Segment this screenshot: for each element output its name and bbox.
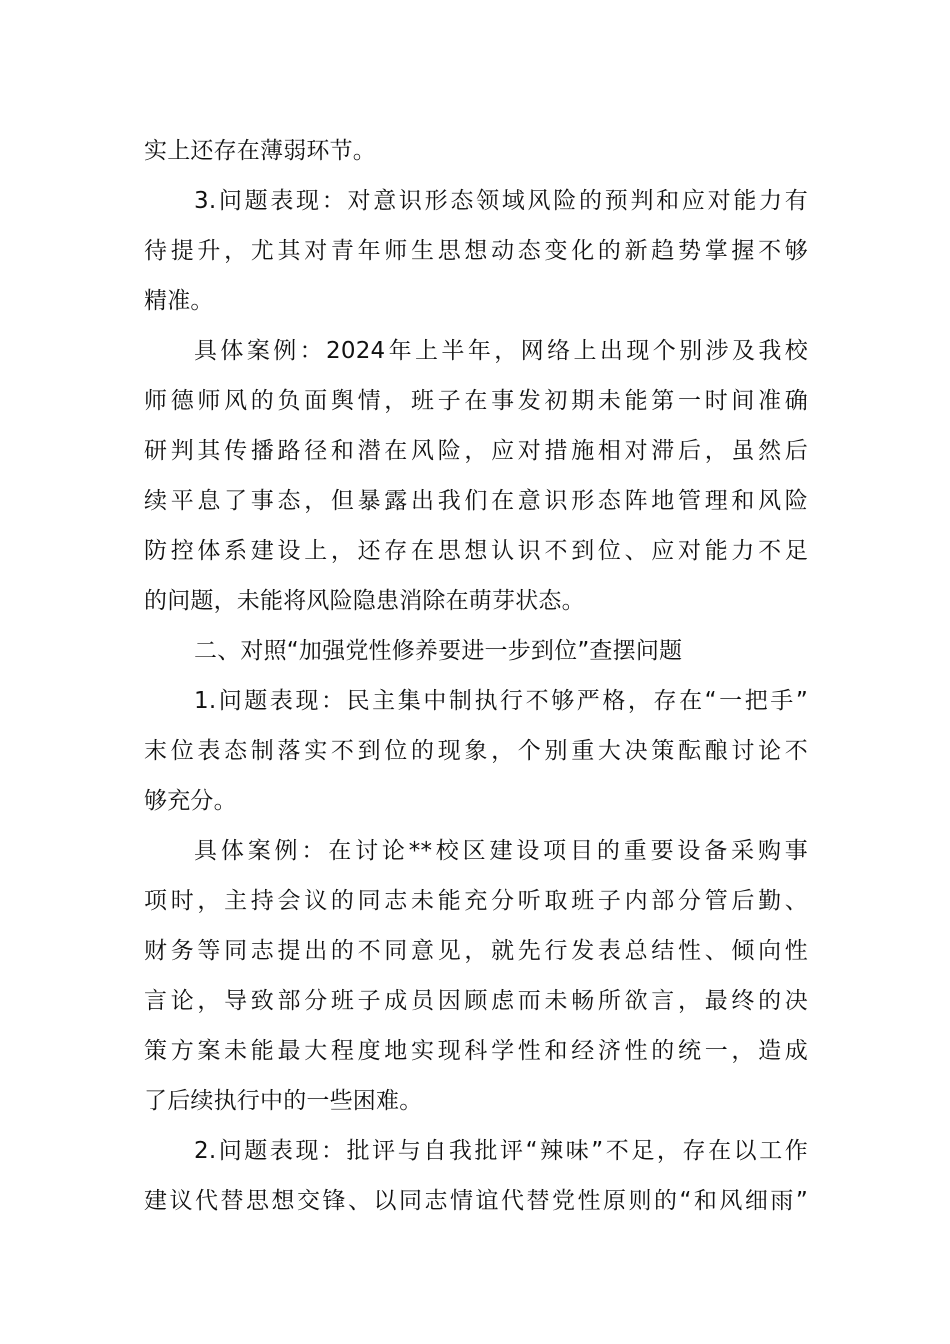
text-line: 策方案未能最大程度地实现科学性和经济性的统一，造成	[144, 1038, 808, 1064]
text-line: 实上还存在薄弱环节。	[144, 138, 376, 164]
text-line: 具体案例：2024年上半年，网络上出现个别涉及我校	[194, 338, 808, 364]
text-line: 建议代替思想交锋、以同志情谊代替党性原则的“和风细雨”	[144, 1188, 808, 1214]
text-line: 具体案例：在讨论**校区建设项目的重要设备采购事	[194, 838, 808, 864]
text-line: 了后续执行中的一些困难。	[144, 1088, 423, 1114]
text-line: 精准。	[144, 288, 214, 314]
text-line: 2.问题表现：批评与自我批评“辣味”不足，存在以工作	[194, 1138, 808, 1164]
text-line: 言论，导致部分班子成员因顾虑而未畅所欲言，最终的决	[144, 988, 808, 1014]
text-line: 师德师风的负面舆情，班子在事发初期未能第一时间准确	[144, 388, 808, 414]
document-body	[144, 126, 808, 1226]
text-line: 防控体系建设上，还存在思想认识不到位、应对能力不足	[144, 538, 808, 564]
text-line: 项时，主持会议的同志未能充分听取班子内部分管后勤、	[144, 888, 808, 914]
text-line: 续平息了事态，但暴露出我们在意识形态阵地管理和风险	[144, 488, 808, 514]
text-line: 1.问题表现：民主集中制执行不够严格，存在“一把手”	[194, 688, 808, 714]
text-line: 末位表态制落实不到位的现象，个别重大决策酝酿讨论不	[144, 738, 808, 764]
text-line: 财务等同志提出的不同意见，就先行发表总结性、倾向性	[144, 938, 808, 964]
text-line: 够充分。	[144, 788, 237, 814]
text-line: 的问题，未能将风险隐患消除在萌芽状态。	[144, 588, 585, 614]
text-line: 3.问题表现：对意识形态领域风险的预判和应对能力有	[194, 188, 808, 214]
text-line: 待提升，尤其对青年师生思想动态变化的新趋势掌握不够	[144, 238, 808, 264]
section-heading: 二、对照“加强党性修养要进一步到位”查摆问题	[194, 638, 683, 664]
text-line: 研判其传播路径和潜在风险，应对措施相对滞后，虽然后	[144, 438, 808, 464]
